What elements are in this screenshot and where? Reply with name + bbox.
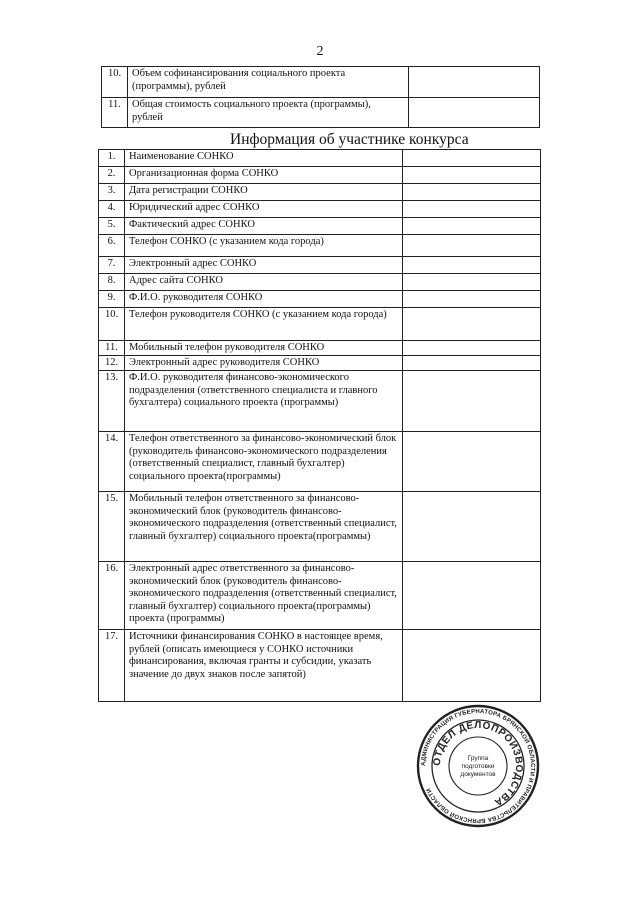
row-number: 11. [99, 341, 125, 356]
row-number: 10. [99, 308, 125, 341]
table-row [99, 492, 541, 562]
row-value [403, 562, 541, 630]
row-number: 9. [99, 291, 125, 308]
table-row [99, 432, 541, 492]
table-row [99, 235, 541, 257]
row-label: Телефон ответственного за финансово-экономический блок (руководитель финансово-экономического подразделения (ответственный специалист, главный бухгалтер) социального проекта(программы) [125, 432, 403, 492]
row-number: 8. [99, 274, 125, 291]
row-number: 7. [99, 257, 125, 274]
table-row [102, 67, 540, 98]
row-label: Телефон руководителя СОНКО (с указанием кода города) [125, 308, 403, 341]
table-row [99, 150, 541, 167]
table-row [99, 308, 541, 341]
row-label: Дата регистрации СОНКО [125, 184, 403, 201]
row-number: 11. [102, 98, 128, 128]
row-number: 16. [99, 562, 125, 630]
row-label: Электронный адрес ответственного за финансово-экономический блок (руководитель финансово-экономического подразделения (ответственный специалист, главный бухгалтер) социального проекта(программы) проекта (программы) [125, 562, 403, 630]
row-value [409, 67, 540, 98]
table-row [99, 201, 541, 218]
table-row [99, 630, 541, 702]
row-number: 13. [99, 371, 125, 432]
row-label: Объем софинансирования социального проекта (программы), рублей [128, 67, 409, 98]
row-value [403, 167, 541, 184]
row-number: 1. [99, 150, 125, 167]
department-stamp [416, 704, 540, 828]
stamp-outer-text: АДМИНИСТРАЦИЯ ГУБЕРНАТОРА БРЯНСКОЙ ОБЛАСТИ И ПРАВИТЕЛЬСТВА БРЯНСКОЙ ОБЛАСТИ [420, 708, 536, 824]
row-value [403, 257, 541, 274]
row-label: Мобильный телефон руководителя СОНКО [125, 341, 403, 356]
row-number: 17. [99, 630, 125, 702]
row-number: 15. [99, 492, 125, 562]
row-label: Организационная форма СОНКО [125, 167, 403, 184]
table-row [99, 274, 541, 291]
section-title: Информация об участнике конкурса [230, 131, 469, 148]
stamp-center-line-1: Группа [467, 755, 489, 762]
row-number: 2. [99, 167, 125, 184]
stamp-center-line-2: подготовки [461, 763, 495, 770]
row-label: Юридический адрес СОНКО [125, 201, 403, 218]
row-label: Ф.И.О. руководителя финансово-экономического подразделения (ответственного специалиста и главного бухгалтера) социального проекта (программы) [125, 371, 403, 432]
row-label: Источники финансирования СОНКО в настоящее время, рублей (описать имеющиеся у СОНКО источники финансирования, включая гранты и субсидии, указать значение до двух знаков после запятой) [125, 630, 403, 702]
row-number: 3. [99, 184, 125, 201]
row-label: Наименование СОНКО [125, 150, 403, 167]
row-label: Телефон СОНКО (с указанием кода города) [125, 235, 403, 257]
row-number: 4. [99, 201, 125, 218]
row-value [403, 341, 541, 356]
table-row [99, 291, 541, 308]
row-value [403, 218, 541, 235]
table-row [99, 356, 541, 371]
table-row [99, 167, 541, 184]
row-number: 6. [99, 235, 125, 257]
row-value [403, 308, 541, 341]
row-value [403, 235, 541, 257]
page-number: 2 [316, 44, 324, 59]
table-row [99, 371, 541, 432]
row-number: 10. [102, 67, 128, 98]
row-number: 5. [99, 218, 125, 235]
row-label: Ф.И.О. руководителя СОНКО [125, 291, 403, 308]
row-label: Электронный адрес руководителя СОНКО [125, 356, 403, 371]
table-row [102, 98, 540, 128]
top-table [101, 66, 540, 128]
row-value [403, 291, 541, 308]
row-label: Мобильный телефон ответственного за финансово-экономический блок (руководитель финансово-экономического подразделения (ответственный специалист, главный бухгалтер) социального проекта(программы) [125, 492, 403, 562]
row-value [403, 356, 541, 371]
row-value [403, 201, 541, 218]
row-label: Общая стоимость социального проекта (программы), рублей [128, 98, 409, 128]
row-number: 12. [99, 356, 125, 371]
row-label: Электронный адрес СОНКО [125, 257, 403, 274]
table-row [99, 562, 541, 630]
stamp-center-line-3: документов [460, 771, 496, 778]
row-value [409, 98, 540, 128]
row-value [403, 274, 541, 291]
row-value [403, 150, 541, 167]
row-label: Адрес сайта СОНКО [125, 274, 403, 291]
stamp-inner-text: ОТДЕЛ ДЕЛОПРОИЗВОДСТВА [431, 719, 525, 808]
row-value [403, 432, 541, 492]
row-label: Фактический адрес СОНКО [125, 218, 403, 235]
row-value [403, 630, 541, 702]
row-number: 14. [99, 432, 125, 492]
table-row [99, 257, 541, 274]
table-row [99, 184, 541, 201]
row-value [403, 371, 541, 432]
participant-info-table [98, 149, 541, 702]
row-value [403, 492, 541, 562]
table-row [99, 218, 541, 235]
row-value [403, 184, 541, 201]
table-row [99, 341, 541, 356]
